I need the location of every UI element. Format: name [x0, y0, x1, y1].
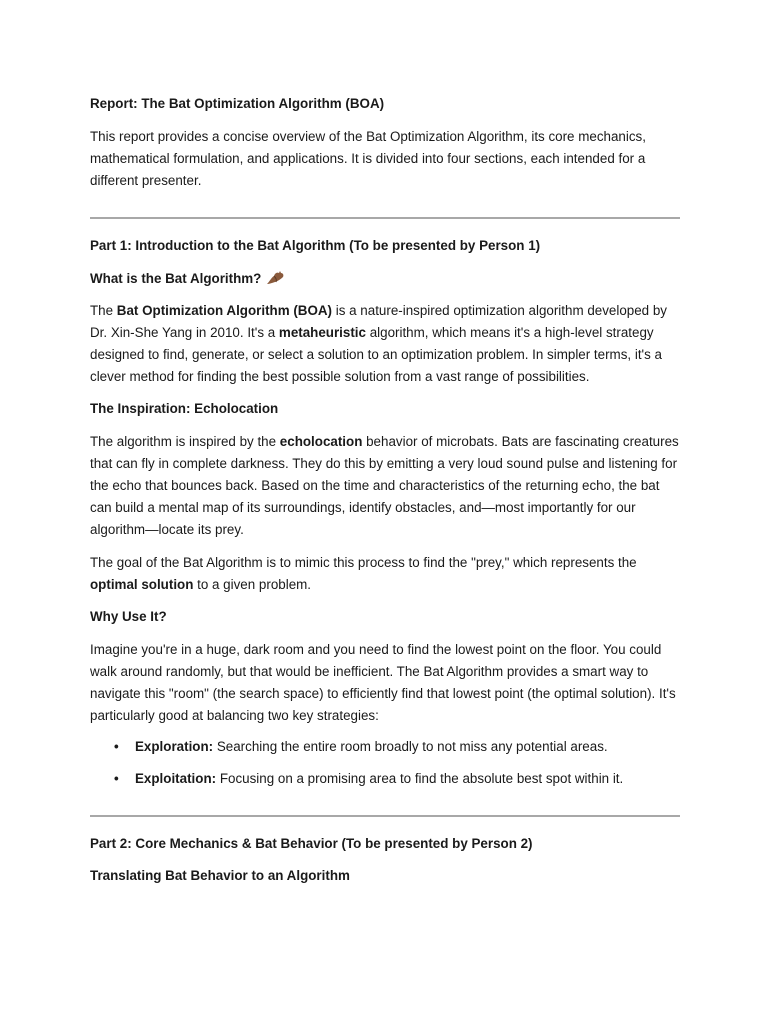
- inspiration-paragraph: [90, 431, 680, 541]
- inspiration-bold-echolocation: echolocation: [279, 434, 363, 449]
- bat-icon: [265, 270, 287, 286]
- report-intro: This report provides a concise overview of the Bat Optimization Algorithm, its core mechanics, mathematical formulation, and applications. It is divided into four sections, each intended for a different presenter.: [90, 129, 646, 188]
- bullet-icon: •: [114, 771, 119, 786]
- what-heading: [90, 268, 680, 290]
- what-heading-text: What is the Bat Algorithm?: [90, 271, 262, 286]
- what-paragraph: [90, 300, 680, 388]
- strategy-list: [90, 736, 680, 790]
- what-text-2: is a nature-inspired optimization algorithm developed by Dr. Xin-She Yang in 2010. It's a: [90, 303, 667, 340]
- what-text-1: The: [90, 303, 117, 318]
- bullet-label: Exploitation:: [135, 771, 217, 786]
- list-item: [90, 736, 680, 758]
- why-heading: Why Use It?: [90, 609, 167, 624]
- inspiration-text-1: The algorithm is inspired by the: [90, 434, 280, 449]
- bullet-label: Exploration:: [135, 739, 214, 754]
- section-divider-1: [90, 217, 680, 219]
- what-text-3: algorithm, which means it's a high-level strategy designed to find, generate, or select a solution to an optimization problem. In simpler terms, it's a clever method for finding the best possible solution from a vast range of possibilities.: [90, 325, 662, 384]
- goal-text-1: The goal of the Bat Algorithm is to mimic this process to find the "prey," which represents the: [90, 555, 637, 570]
- bullet-text: Searching the entire room broadly to not miss any potential areas.: [213, 739, 608, 754]
- goal-paragraph: [90, 552, 680, 596]
- bullet-text: Focusing on a promising area to find the absolute best spot within it.: [216, 771, 624, 786]
- part2-subheading: Translating Bat Behavior to an Algorithm: [90, 868, 350, 883]
- report-title: Report: The Bat Optimization Algorithm (BOA): [90, 96, 385, 111]
- what-bold-metaheuristic: metaheuristic: [278, 325, 366, 340]
- part1-heading: Part 1: Introduction to the Bat Algorithm (To be presented by Person 1): [90, 238, 541, 253]
- goal-text-2: to a given problem.: [193, 577, 312, 592]
- inspiration-text-2: behavior of microbats. Bats are fascinating creatures that can fly in complete darkness. They do this by emitting a very loud sound pulse and listening for the echo that bounces back. Based on the time and characteristics of the returning echo, the bat can build a mental map of its surroundings, identify obstacles, and—most importantly for our algorithm—locate its prey.: [90, 434, 679, 537]
- document-page: [90, 93, 680, 887]
- why-paragraph: Imagine you're in a huge, dark room and you need to find the lowest point on the floor. You could walk around randomly, but that would be inefficient. The Bat Algorithm provides a smart way to navigate this "room" (the search space) to efficiently find that lowest point (the optimal solution). It's particularly good at balancing two key strategies:: [90, 642, 676, 723]
- list-item: [90, 768, 680, 790]
- goal-bold-optimal: optimal solution: [90, 577, 194, 592]
- what-bold-boa: Bat Optimization Algorithm (BOA): [116, 303, 333, 318]
- section-divider-2: [90, 815, 680, 817]
- part2-heading: Part 2: Core Mechanics & Bat Behavior (To be presented by Person 2): [90, 836, 533, 851]
- inspiration-heading: The Inspiration: Echolocation: [90, 401, 279, 416]
- bullet-icon: •: [114, 739, 119, 754]
